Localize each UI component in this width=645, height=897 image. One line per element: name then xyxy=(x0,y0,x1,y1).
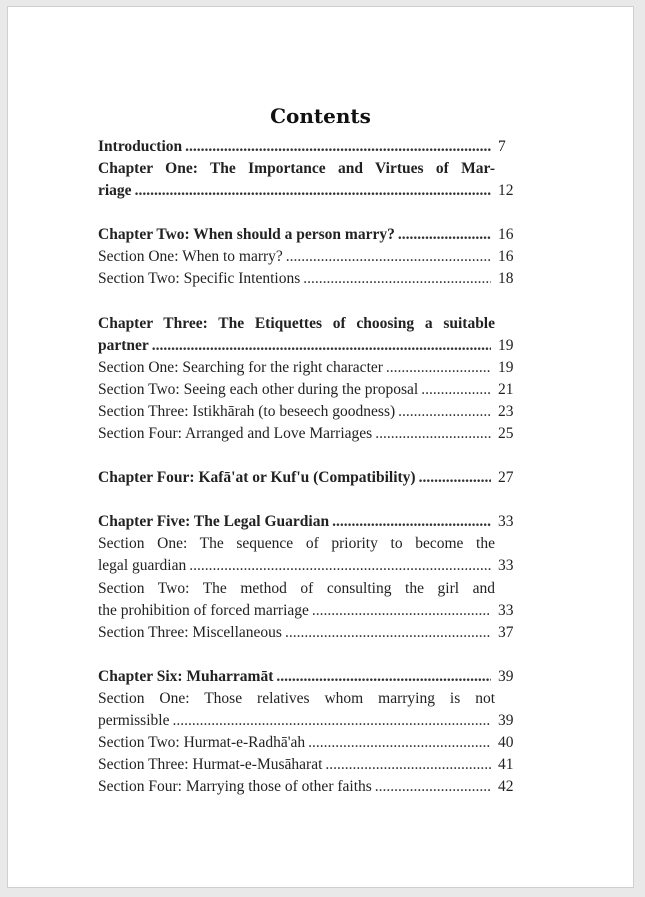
toc-entry-section[interactable] xyxy=(98,622,528,644)
toc-entry-label: Section Four: Arranged and Love Marriages xyxy=(98,425,373,443)
leader-dots xyxy=(398,401,491,423)
toc-entry-section[interactable] xyxy=(98,268,528,290)
leader-dots xyxy=(375,776,491,798)
toc-entry-label: permissible xyxy=(98,711,170,729)
toc-entry-label: Introduction xyxy=(98,138,183,155)
toc-entry-label-line1: Section One: The sequence of priority to become the xyxy=(98,535,495,553)
toc-entry-section[interactable] xyxy=(98,401,528,423)
toc-entry-introduction[interactable] xyxy=(98,136,528,158)
toc-entry-label: Section Two: Hurmat-e-Radhā'ah xyxy=(98,734,306,752)
toc-page-number: 40 xyxy=(498,734,514,752)
toc-page-number: 33 xyxy=(498,513,514,531)
toc-entry-section[interactable] xyxy=(98,688,528,732)
leader-dots xyxy=(285,622,491,644)
toc-entry-label: Section Three: Miscellaneous xyxy=(98,623,282,641)
toc-entry-label: Chapter Five: The Legal Guardian xyxy=(98,513,330,531)
toc-entry-label: Chapter Four: Kafā'at or Kuf'u (Compatibility) xyxy=(98,469,416,487)
toc-entry-section[interactable] xyxy=(98,246,528,268)
toc-page-number: 19 xyxy=(498,358,514,376)
toc-page-number: 41 xyxy=(498,756,514,774)
toc-entry-section[interactable] xyxy=(98,357,528,379)
leader-dots xyxy=(325,754,491,776)
toc-entry-chapter-six[interactable] xyxy=(98,666,528,688)
toc-entry-label: the prohibition of forced marriage xyxy=(98,601,309,619)
toc-entry-label: Section Three: Hurmat-e-Musāharat xyxy=(98,756,323,774)
leader-dots xyxy=(308,732,491,754)
toc-page-number: 33 xyxy=(498,601,514,619)
toc-page-number: 33 xyxy=(498,557,514,575)
toc-page-number: 16 xyxy=(498,226,514,244)
toc-entry-section[interactable] xyxy=(98,533,528,577)
leader-dots xyxy=(419,467,491,489)
page-title: Contents xyxy=(270,104,371,128)
toc-entry-section[interactable] xyxy=(98,776,528,798)
leader-dots xyxy=(185,136,491,158)
toc-page-number: 25 xyxy=(498,425,514,443)
toc-page-number: 21 xyxy=(498,380,514,398)
toc-page-number: 42 xyxy=(498,778,514,796)
leader-dots xyxy=(375,423,491,445)
toc-entry-label: Section Three: Istikhārah (to beseech goodness) xyxy=(98,402,396,420)
toc-entry-label: Chapter Six: Muharramāt xyxy=(98,667,274,685)
toc-page-number: 23 xyxy=(498,402,514,420)
toc-entry-label-line1: Section Two: The method of consulting the girl and xyxy=(98,579,495,597)
toc-page-number: 18 xyxy=(498,270,514,288)
toc-entry-label: legal guardian xyxy=(98,557,187,575)
toc-entry-chapter-three[interactable] xyxy=(98,313,528,357)
toc-entry-label-line1: Chapter One: The Importance and Virtues of Mar- xyxy=(98,160,495,178)
toc-entry-label: Section One: When to marry? xyxy=(98,248,283,266)
document-page xyxy=(7,6,634,888)
table-of-contents xyxy=(98,136,528,798)
leader-dots xyxy=(398,224,491,246)
toc-entry-label: partner xyxy=(98,336,149,354)
toc-page-number: 19 xyxy=(498,336,514,354)
leader-dots xyxy=(332,511,491,533)
toc-page-number: 27 xyxy=(498,469,514,487)
toc-entry-label: Section Two: Specific Intentions xyxy=(98,270,301,288)
toc-page-number: 7 xyxy=(498,138,506,155)
leader-dots xyxy=(172,710,491,732)
toc-page-number: 16 xyxy=(498,248,514,266)
toc-entry-section[interactable] xyxy=(98,423,528,445)
toc-page-number: 39 xyxy=(498,667,514,685)
leader-dots xyxy=(386,357,491,379)
toc-entry-label: riage xyxy=(98,182,132,200)
toc-entry-label: Section Two: Seeing each other during the proposal xyxy=(98,380,419,398)
leader-dots xyxy=(135,180,491,202)
toc-entry-chapter-two[interactable] xyxy=(98,224,528,246)
toc-entry-chapter-one[interactable] xyxy=(98,158,528,202)
toc-entry-section[interactable] xyxy=(98,754,528,776)
toc-entry-chapter-five[interactable] xyxy=(98,511,528,533)
toc-page-number: 12 xyxy=(498,182,514,200)
toc-entry-label: Chapter Two: When should a person marry? xyxy=(98,226,395,244)
toc-entry-label-line1: Section One: Those relatives whom marrying is not xyxy=(98,689,495,707)
toc-entry-label-line1: Chapter Three: The Etiquettes of choosing a suitable xyxy=(98,314,495,332)
leader-dots xyxy=(312,600,491,622)
toc-entry-label: Section One: Searching for the right character xyxy=(98,358,383,376)
toc-entry-label: Section Four: Marrying those of other faiths xyxy=(98,778,372,796)
leader-dots xyxy=(303,268,491,290)
leader-dots xyxy=(152,335,491,357)
leader-dots xyxy=(276,666,491,688)
toc-entry-section[interactable] xyxy=(98,379,528,401)
leader-dots xyxy=(421,379,491,401)
toc-entry-section[interactable] xyxy=(98,732,528,754)
toc-page-number: 39 xyxy=(498,711,514,729)
toc-entry-chapter-four[interactable] xyxy=(98,467,528,489)
leader-dots xyxy=(189,555,491,577)
leader-dots xyxy=(286,246,491,268)
toc-entry-section[interactable] xyxy=(98,578,528,622)
toc-page-number: 37 xyxy=(498,623,514,641)
